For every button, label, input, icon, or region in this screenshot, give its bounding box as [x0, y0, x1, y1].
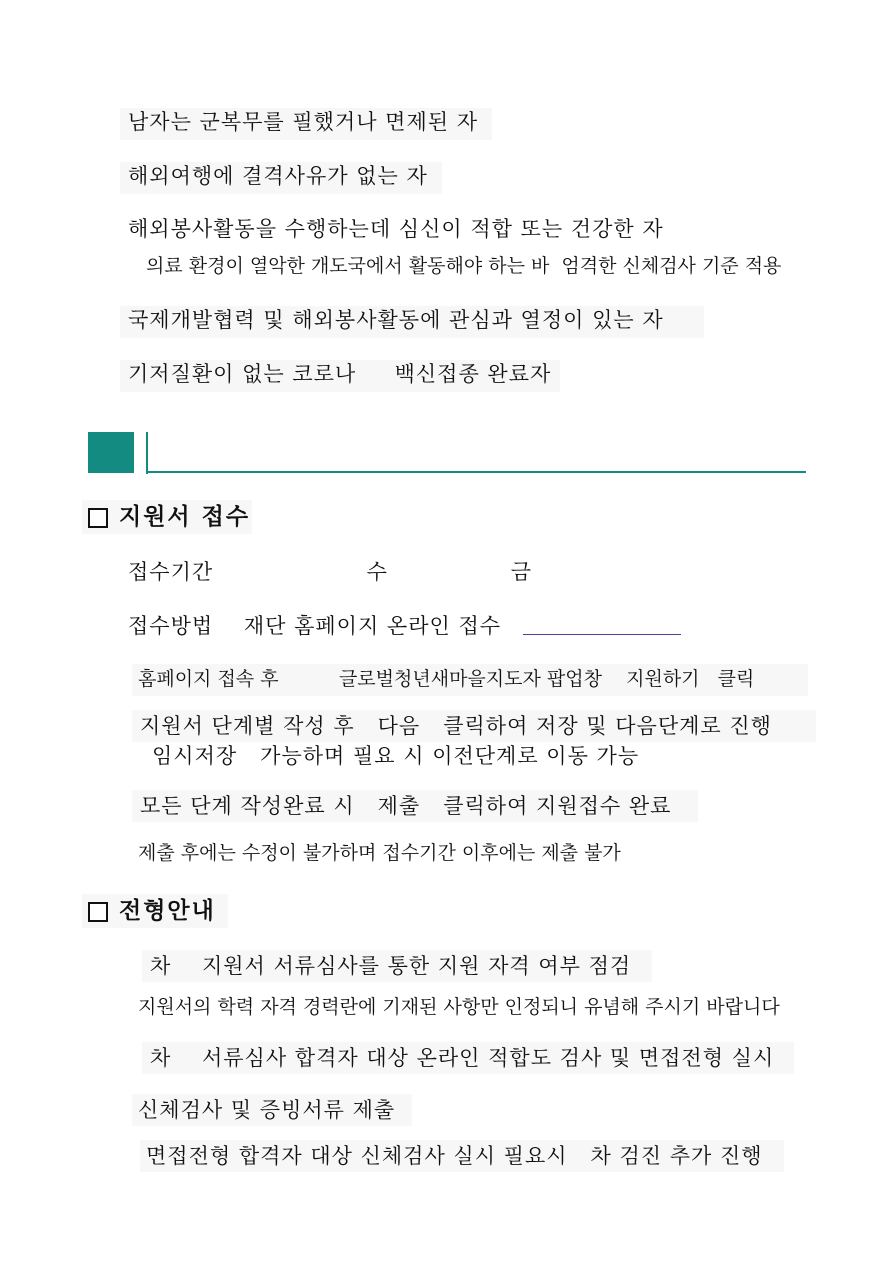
application-step-4: 제출 후에는 수정이 불가하며 접수기간 이후에는 제출 불가: [138, 842, 621, 864]
section-marker-block: [88, 432, 134, 473]
selection-stage-2: 차 서류심사 합격자 대상 온라인 적합도 검사 및 면접전형 실시: [150, 1046, 775, 1070]
application-method: 접수방법 재단 홈페이지 온라인 접수: [128, 614, 502, 638]
application-step-1: 홈페이지 접속 후 글로벌청년새마을지도자 팝업창 지원하기 클릭: [138, 668, 755, 690]
homepage-link[interactable]: [523, 634, 681, 635]
eligibility-item-military: 남자는 군복무를 필했거나 면제된 자: [128, 110, 478, 134]
eligibility-item-travel: 해외여행에 결격사유가 없는 자: [128, 164, 428, 188]
eligibility-item-vaccine: 기저질환이 없는 코로나 백신접종 완료자: [128, 362, 552, 386]
selection-stage-1: 차 지원서 서류심사를 통한 지원 자격 여부 점검: [150, 954, 632, 978]
application-step-2: 지원서 단계별 작성 후 다음 클릭하여 저장 및 다음단계로 진행: [140, 714, 772, 738]
application-heading: 지원서 접수: [119, 503, 251, 530]
eligibility-health-note: 의료 환경이 열악한 개도국에서 활동해야 하는 바 엄격한 신체검사 기준 적용: [146, 255, 782, 277]
eligibility-item-interest: 국제개발협력 및 해외봉사활동에 관심과 열정이 있는 자: [128, 308, 664, 332]
selection-documents: 신체검사 및 증빙서류 제출: [138, 1098, 396, 1122]
eligibility-item-health: 해외봉사활동을 수행하는데 심신이 적합 또는 건강한 자: [128, 217, 664, 241]
application-step-2-note: 임시저장 가능하며 필요 시 이전단계로 이동 가능: [152, 744, 640, 768]
selection-heading: 전형안내: [119, 897, 216, 924]
section-divider-vertical: [146, 432, 148, 474]
selection-note: 지원서의 학력 자격 경력란에 기재된 사항만 인정되니 유념해 주시기 바랍니다: [138, 996, 780, 1018]
application-step-3: 모든 단계 작성완료 시 제출 클릭하여 지원접수 완료: [140, 794, 672, 818]
checkbox-icon: [88, 508, 108, 528]
checkbox-icon: [88, 902, 108, 922]
selection-health-check: 면접전형 합격자 대상 신체검사 실시 필요시 차 검진 추가 진행: [146, 1144, 763, 1168]
application-period: 접수기간 수 금: [128, 560, 533, 584]
section-divider-line: [146, 471, 806, 473]
